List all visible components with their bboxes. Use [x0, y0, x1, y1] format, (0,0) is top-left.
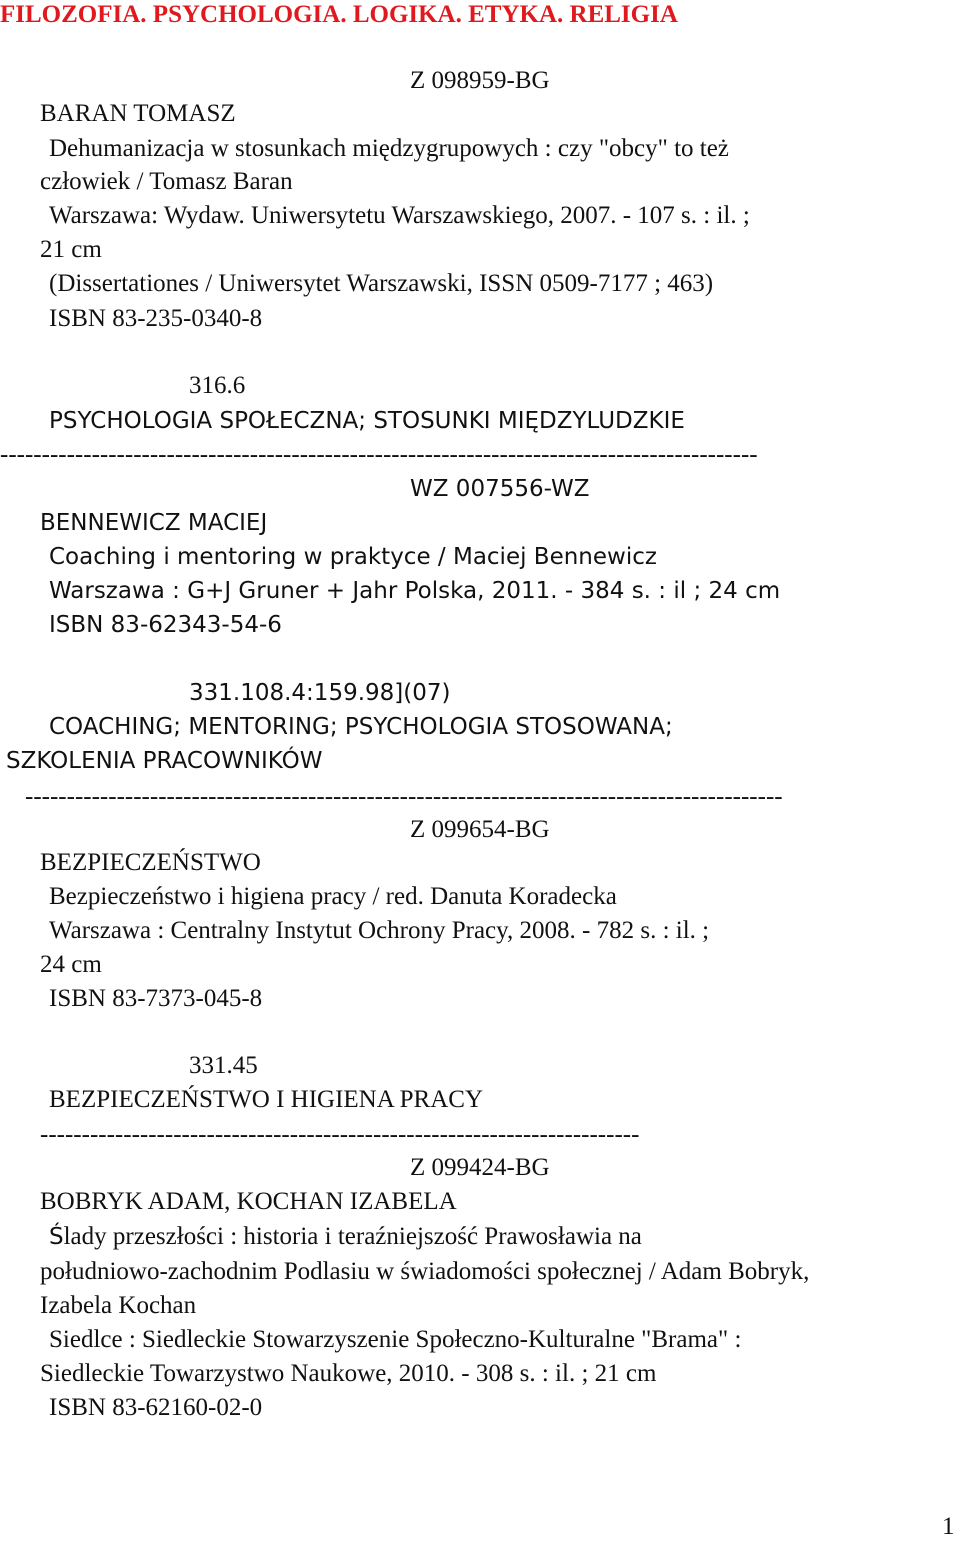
- entry-title-line: człowiek / Tomasz Baran: [40, 168, 293, 195]
- entry-subject: COACHING; MENTORING; PSYCHOLOGIA STOSOWANA;: [49, 714, 673, 740]
- entry-title-line: [49, 1222, 642, 1252]
- entry-separator: -------------------------------------------------------------------------------------------: [25, 783, 783, 810]
- entry-subject: SZKOLENIA PRACOWNIKÓW: [6, 748, 323, 774]
- entry-id: Z 098959-BG: [410, 67, 550, 94]
- entry-series: (Dissertationes / Uniwersytet Warszawski, ISSN 0509-7177 ; 463): [49, 270, 714, 297]
- entry-subject: PSYCHOLOGIA SPOŁECZNA; STOSUNKI MIĘDZYLUDZKIE: [49, 408, 685, 434]
- entry-pub-line: Siedleckie Towarzystwo Naukowe, 2010. - 308 s. : il. ; 21 cm: [40, 1360, 657, 1387]
- entry-author: BOBRYK ADAM, KOCHAN IZABELA: [40, 1188, 457, 1215]
- entry-pub-line: Warszawa: Wydaw. Uniwersytetu Warszawskiego, 2007. - 107 s. : il. ;: [49, 202, 750, 229]
- entry-id: Z 099654-BG: [410, 816, 550, 843]
- page-number: 1: [942, 1513, 955, 1540]
- entry-pub-line: Warszawa : Centralny Instytut Ochrony Pracy, 2008. - 782 s. : il. ;: [49, 917, 710, 944]
- entry-separator: -------------------------------------------------------------------------------------------: [0, 441, 758, 468]
- entry-title-first-char: Ś: [49, 1224, 64, 1250]
- entry-isbn: ISBN 83-62343-54-6: [49, 612, 282, 638]
- entry-title-line: południowo-zachodnim Podlasiu w świadomości społecznej / Adam Bobryk,: [40, 1258, 810, 1285]
- entry-title-line: Bezpieczeństwo i higiena pracy / red. Danuta Koradecka: [49, 883, 617, 910]
- entry-title-line: Dehumanizacja w stosunkach międzygrupowych : czy "obcy" to też: [49, 135, 729, 162]
- entry-isbn: ISBN 83-62160-02-0: [49, 1394, 263, 1421]
- entry-pub-line: Warszawa : G+J Gruner + Jahr Polska, 2011. - 384 s. : il ; 24 cm: [49, 578, 781, 604]
- entry-title-rest: lady przeszłości : historia i teraźniejszość Prawosławia na: [63, 1223, 642, 1250]
- entry-isbn: ISBN 83-235-0340-8: [49, 305, 263, 332]
- entry-separator: ------------------------------------------------------------------------: [40, 1121, 640, 1148]
- entry-pub-line: Siedlce : Siedleckie Stowarzyszenie Społeczno-Kulturalne "Brama" :: [49, 1326, 742, 1353]
- entry-classification: 331.45: [189, 1052, 258, 1079]
- entry-classification: 331.108.4:159.98](07): [189, 680, 451, 706]
- entry-author: BARAN TOMASZ: [40, 100, 236, 127]
- entry-isbn: ISBN 83-7373-045-8: [49, 985, 263, 1012]
- entry-id: Z 099424-BG: [410, 1154, 550, 1181]
- entry-author: BEZPIECZEŃSTWO: [40, 849, 261, 876]
- entry-title-line: Coaching i mentoring w praktyce / Maciej Bennewicz: [49, 544, 657, 570]
- entry-id: WZ 007556-WZ: [410, 476, 590, 502]
- entry-pub-line: 24 cm: [40, 951, 102, 978]
- entry-author: BENNEWICZ MACIEJ: [40, 510, 268, 536]
- entry-title-line: Izabela Kochan: [40, 1292, 197, 1319]
- entry-classification: 316.6: [189, 372, 246, 399]
- section-header: FILOZOFIA. PSYCHOLOGIA. LOGIKA. ETYKA. RELIGIA: [0, 1, 678, 28]
- entry-pub-line: 21 cm: [40, 236, 102, 263]
- entry-subject: BEZPIECZEŃSTWO I HIGIENA PRACY: [49, 1086, 484, 1113]
